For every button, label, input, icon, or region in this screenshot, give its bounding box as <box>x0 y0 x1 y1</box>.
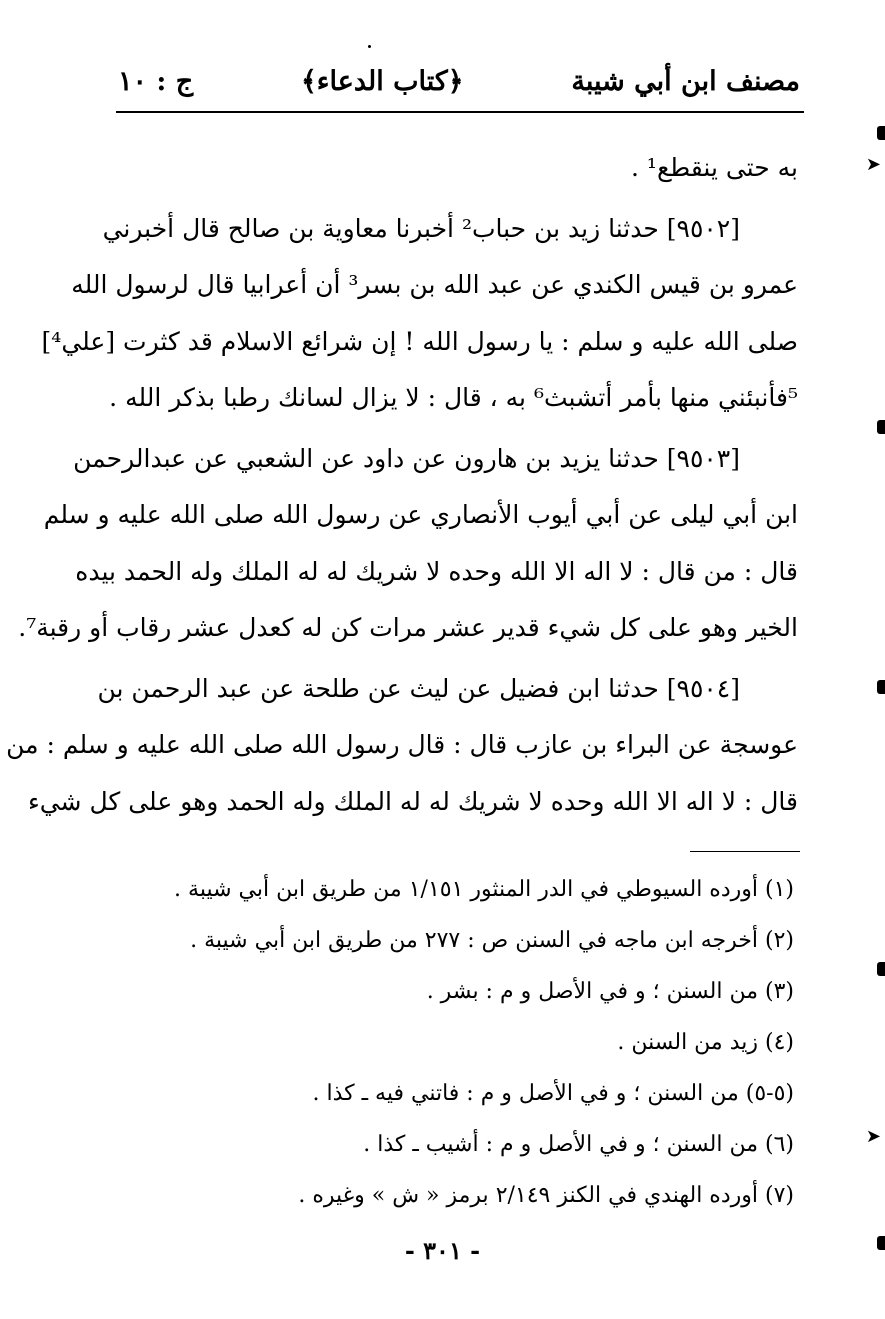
footnote: (١) أورده السيوطي في الدر المنثور ١/١٥١ من طريق ابن أبي شيبة . <box>174 877 794 902</box>
footnote: (٦) من السنن ؛ و في الأصل و م : أشيب ـ كذا . <box>363 1132 794 1157</box>
book-title: مصنف ابن أبي شيبة <box>571 65 800 97</box>
text-line: [٩٥٠٢] حدثنا زيد بن حباب² أخبرنا معاوية بن صالح قال أخبرني <box>102 213 740 243</box>
footnote: (٧) أورده الهندي في الكنز ٢/١٤٩ برمز « ش » وغيره . <box>298 1183 794 1208</box>
footnote-separator <box>690 851 800 852</box>
text-line: [٩٥٠٤] حدثنا ابن فضيل عن ليث عن طلحة عن عبد الرحمن بن <box>97 673 740 703</box>
footnote: (٤) زيد من السنن . <box>617 1030 794 1055</box>
text-line: عمرو بن قيس الكندي عن عبد الله بن بسر³ أن أعرابيا قال لرسول الله <box>71 270 798 299</box>
hadith-9503 <box>18 431 798 657</box>
footnote: (٣) من السنن ؛ و في الأصل و م : بشر . <box>426 979 794 1004</box>
text-line: [٩٥٠٣] حدثنا يزيد بن هارون عن داود عن الشعبي عن عبدالرحمن <box>73 443 740 473</box>
text-line: قال : من قال : لا اله الا الله وحده لا شريك له له الملك وله الحمد بيده <box>75 556 798 586</box>
running-header <box>118 58 800 104</box>
scan-margin-mark <box>877 1236 885 1250</box>
text-line: صلى الله عليه و سلم : يا رسول الله ! إن شرائع الاسلام قد كثرت [علي⁴] <box>41 326 798 356</box>
footnotes <box>174 864 794 1221</box>
volume-number: ج : ١٠ <box>118 65 194 97</box>
scan-margin-mark <box>877 420 885 434</box>
hadith-9502 <box>41 201 798 427</box>
scan-margin-mark <box>877 126 885 140</box>
hadith-9504 <box>6 661 798 831</box>
scan-speck <box>368 45 371 48</box>
text-line: ابن أبي ليلى عن أبي أيوب الأنصاري عن رسول الله صلى الله عليه و سلم <box>43 500 798 529</box>
footnote: (٥-٥) من السنن ؛ و في الأصل و م : فاتني فيه ـ كذا . <box>312 1081 794 1106</box>
page-number: - ٣٠١ - <box>404 1236 481 1265</box>
continuation-paragraph <box>116 140 798 197</box>
text-line: ⁵فأنبئني منها بأمر أتشبث⁶ به ، قال : لا يزال لسانك رطبا بذكر الله . <box>109 383 798 412</box>
scan-margin-mark <box>877 680 885 694</box>
text-line: قال : لا اله الا الله وحده لا شريك له له الملك وله الحمد وهو على كل شيء <box>27 786 798 816</box>
text-line: عوسجة عن البراء بن عازب قال : قال رسول الله صلى الله عليه و سلم : من <box>6 730 798 759</box>
margin-arrow-icon: ➤ <box>865 154 881 175</box>
main-text <box>6 140 798 830</box>
footnote: (٢) أخرجه ابن ماجه في السنن ص : ٢٧٧ من طريق ابن أبي شيبة . <box>190 928 794 953</box>
header-rule <box>116 111 804 113</box>
chapter-title: ﴿كتاب الدعاء﴾ <box>300 65 464 97</box>
margin-arrow-icon: ➤ <box>865 1126 881 1147</box>
scan-margin-mark <box>877 962 885 976</box>
text-line: الخير وهو على كل شيء قدير عشر مرات كن له كعدل عشر رقاب أو رقبة⁷. <box>18 613 798 642</box>
text-line: به حتى ينقطع¹ . <box>631 153 798 182</box>
